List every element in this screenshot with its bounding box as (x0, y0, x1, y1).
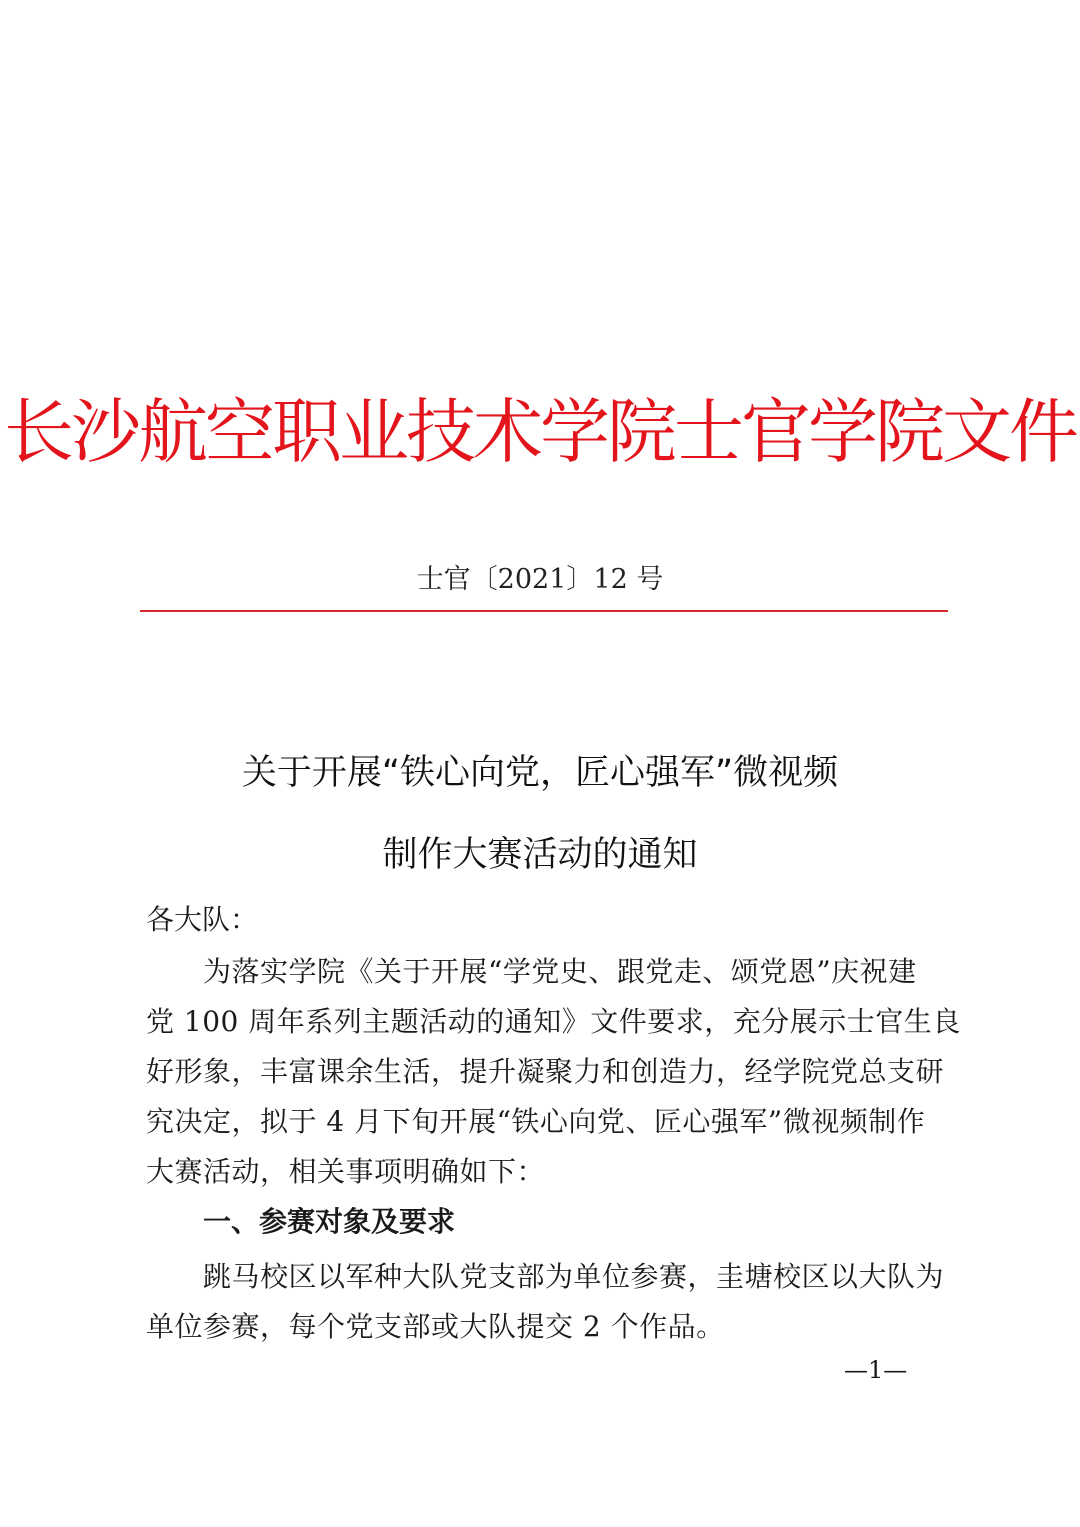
paragraph-1-line-2: 党 100 周年系列主题活动的通知》文件要求，充分展示士官生良 (146, 1005, 961, 1038)
document-header-title: 长沙航空职业技术学院士官学院文件 (4, 391, 1076, 473)
paragraph-1-line-4: 究决定，拟于 4 月下旬开展“铁心向党、匠心强军”微视频制作 (146, 1105, 926, 1138)
red-divider-rule (140, 610, 948, 612)
document-number: 士官〔2021〕12 号 (416, 564, 664, 595)
notice-title-line-2: 制作大赛活动的通知 (382, 835, 698, 875)
notice-title-line-1: 关于开展“铁心向党，匠心强军”微视频 (241, 753, 839, 793)
paragraph-2-line-1: 跳马校区以军种大队党支部为单位参赛，圭塘校区以大队为 (203, 1260, 945, 1293)
paragraph-1-line-3: 好形象，丰富课余生活，提升凝聚力和创造力，经学院党总支研 (146, 1055, 945, 1088)
paragraph-1-line-1: 为落实学院《关于开展“学党史、跟党走、颂党恩”庆祝建 (203, 955, 917, 988)
paragraph-2-line-2: 单位参赛，每个党支部或大队提交 2 个作品。 (146, 1310, 725, 1343)
paragraph-1-line-5: 大赛活动，相关事项明确如下： (146, 1155, 546, 1188)
section-1-heading: 一、参赛对象及要求 (203, 1205, 456, 1238)
page-number: —1— (844, 1356, 908, 1384)
salutation: 各大队： (146, 903, 259, 936)
